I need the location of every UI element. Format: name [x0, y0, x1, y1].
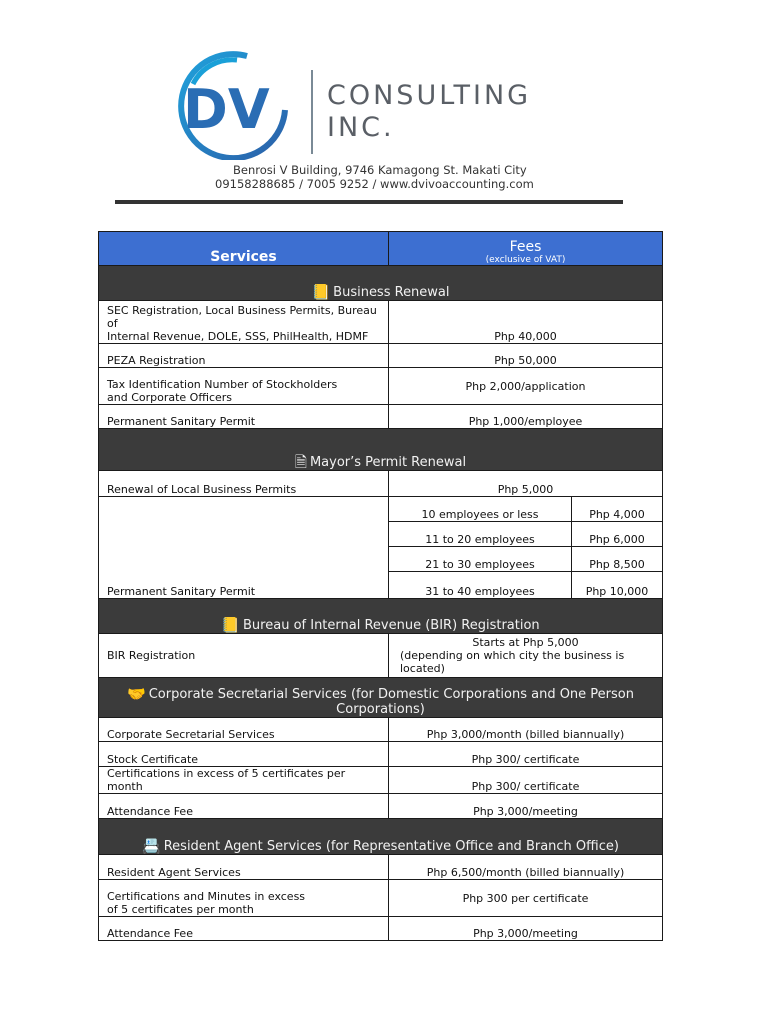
section-business-renewal	[99, 266, 663, 301]
fee-cell: Php 300 per certificate	[389, 880, 663, 917]
table-row	[99, 471, 663, 497]
service-cell: Corporate Secretarial Services	[99, 718, 389, 742]
section-title-cell	[99, 819, 663, 855]
fee-cell: Php 3,000/meeting	[389, 794, 663, 819]
handshake-icon: 🤝	[127, 685, 146, 703]
service-line: Certifications and Minutes in excess	[107, 890, 306, 903]
svg-text:DV: DV	[183, 78, 270, 141]
fees-header-label: Fees	[509, 239, 542, 255]
tier-fee: Php 4,000	[572, 497, 663, 522]
fee-cell: Php 2,000/application	[389, 368, 663, 405]
column-header-services: Services	[99, 232, 389, 266]
tier-fee: Php 8,500	[572, 547, 663, 572]
table-row	[99, 405, 663, 429]
tier-range: 10 employees or less	[389, 497, 572, 522]
fee-cell: Php 3,000/month (billed biannually)	[389, 718, 663, 742]
company-contact: 09158288685 / 7005 9252 / www.dvivoaccounting.com	[215, 177, 534, 191]
table-row	[99, 880, 663, 917]
service-cell	[99, 301, 389, 344]
fees-table	[98, 231, 663, 941]
tier-row	[99, 497, 663, 522]
notebook-icon: 📒	[311, 283, 331, 301]
fee-cell: Php 300/ certificate	[389, 742, 663, 767]
table-row	[99, 368, 663, 405]
fee-cell: Php 5,000	[389, 471, 663, 497]
service-cell: Certifications in excess of 5 certificates per month	[99, 767, 389, 794]
fee-cell: Php 40,000	[389, 301, 663, 344]
fee-cell	[389, 634, 663, 678]
section-title: Mayor’s Permit Renewal	[309, 455, 467, 470]
section-mayors-permit	[99, 429, 663, 471]
service-cell: Stock Certificate	[99, 742, 389, 767]
table-row	[99, 917, 663, 941]
service-cell: Attendance Fee	[99, 794, 389, 819]
service-cell: BIR Registration	[99, 634, 389, 678]
table-row	[99, 301, 663, 344]
service-line: SEC Registration, Local Business Permits, Bureau of	[107, 304, 377, 330]
section-title-cell	[99, 429, 663, 471]
fee-cell: Php 3,000/meeting	[389, 917, 663, 941]
service-line: and Corporate Officers	[107, 391, 233, 404]
fee-line: Starts at Php 5,000	[472, 636, 579, 649]
service-cell: Renewal of Local Business Permits	[99, 471, 389, 497]
section-title-continued: Corporations)	[336, 702, 425, 717]
tier-fee: Php 6,000	[572, 522, 663, 547]
company-address: Benrosi V Building, 9746 Kamagong St. Makati City	[233, 163, 527, 177]
service-cell	[99, 368, 389, 405]
id-card-icon: 📇	[142, 837, 161, 855]
company-name-line1: CONSULTING	[327, 80, 532, 111]
document-icon: 🗎	[294, 453, 307, 471]
section-title-cell	[99, 678, 663, 718]
table-row	[99, 634, 663, 678]
logo-divider	[311, 70, 313, 154]
tier-range: 11 to 20 employees	[389, 522, 572, 547]
tier-fee: Php 10,000	[572, 572, 663, 599]
table-row	[99, 742, 663, 767]
column-header-fees	[389, 232, 663, 266]
service-line: Tax Identification Number of Stockholders	[107, 378, 338, 391]
fee-cell: Php 50,000	[389, 344, 663, 368]
service-cell	[99, 880, 389, 917]
table-row	[99, 794, 663, 819]
fee-cell: Php 6,500/month (billed biannually)	[389, 855, 663, 880]
dv-logo	[175, 48, 295, 160]
section-title: Corporate Secretarial Services (for Domestic Corporations and One Person	[148, 687, 634, 702]
table-row	[99, 767, 663, 794]
table-row	[99, 344, 663, 368]
table-row	[99, 855, 663, 880]
company-name	[327, 80, 531, 144]
fee-line: located)	[400, 662, 445, 675]
tier-range: 21 to 30 employees	[389, 547, 572, 572]
section-title: Resident Agent Services (for Representative Office and Branch Office)	[163, 839, 619, 854]
service-line: Internal Revenue, DOLE, SSS, PhilHealth, HDMF	[107, 330, 369, 343]
letterhead	[115, 42, 643, 208]
table-row	[99, 718, 663, 742]
section-title-cell	[99, 266, 663, 301]
fee-cell: Php 1,000/employee	[389, 405, 663, 429]
fee-cell: Php 300/ certificate	[389, 767, 663, 794]
section-title: Business Renewal	[333, 285, 450, 300]
company-name-line2: INC.	[327, 112, 395, 143]
table-header-row	[99, 232, 663, 266]
service-cell: Permanent Sanitary Permit	[99, 497, 389, 599]
tier-range: 31 to 40 employees	[389, 572, 572, 599]
service-cell: Resident Agent Services	[99, 855, 389, 880]
section-title: Bureau of Internal Revenue (BIR) Registration	[243, 618, 540, 633]
service-line: of 5 certificates per month	[107, 903, 254, 916]
fees-header-note: (exclusive of VAT)	[485, 255, 566, 265]
section-resident-agent	[99, 819, 663, 855]
notebook-icon: 📒	[221, 616, 241, 634]
service-cell: PEZA Registration	[99, 344, 389, 368]
fee-line: (depending on which city the business is	[400, 649, 625, 662]
service-cell: Attendance Fee	[99, 917, 389, 941]
header-divider	[115, 200, 623, 204]
section-title-cell	[99, 599, 663, 634]
service-cell: Permanent Sanitary Permit	[99, 405, 389, 429]
section-bir	[99, 599, 663, 634]
section-corporate-secretarial	[99, 678, 663, 718]
